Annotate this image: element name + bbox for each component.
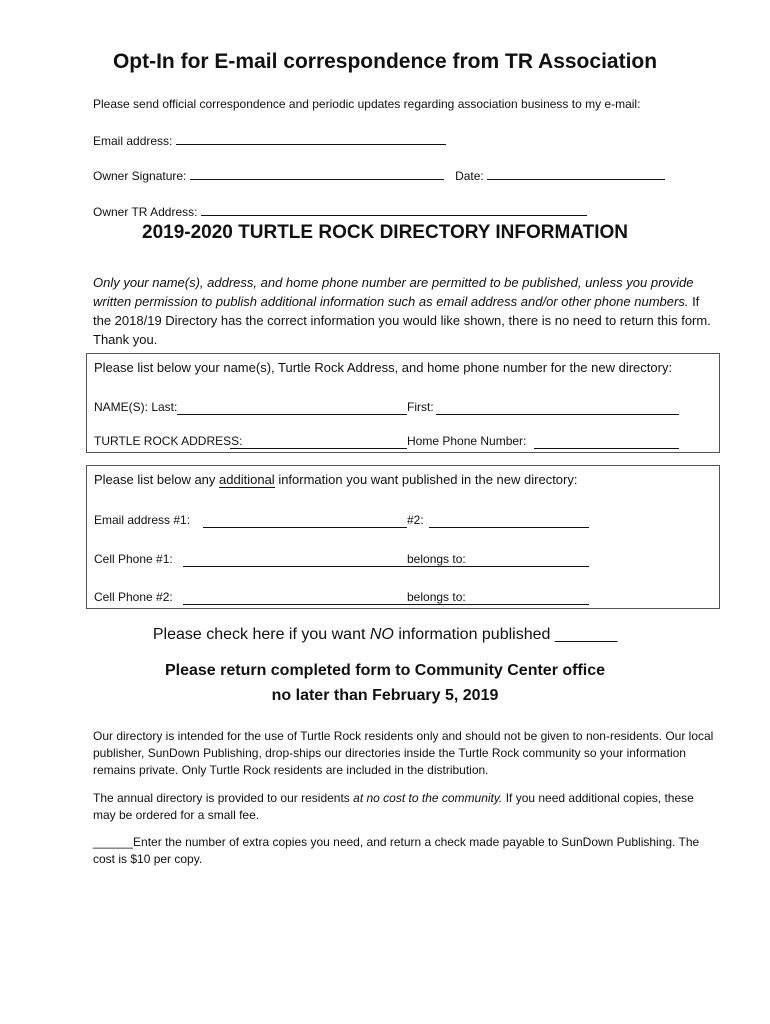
optin-title: Opt-In for E-mail correspondence from TR Association [112,50,658,73]
para2-after: If you need additional copies, these may be ordered for a small fee. [93,791,694,822]
notice-italic: Only your name(s), address, and home phone number are permitted to be published, unless you provide written permission to publish additional information such as email address and/or other phone numbers. [93,275,694,309]
no-info-before: Please check here if you want [152,626,366,643]
signature-line[interactable] [190,166,444,180]
additional-box-heading [94,472,577,488]
return-line2: no later than February 5, 2019 [271,687,499,704]
signature-label: Owner Signature: [93,169,187,183]
notice-rest: If the 2018/19 Directory has the correct information you would like shown, there is no need to return this form. Thank you. [93,294,711,347]
directory-notice [93,273,718,349]
optin-intro: Please send official correspondence and periodic updates regarding association business to my e-mail: [93,97,641,111]
name-first-label: First: [407,400,434,414]
home-phone-field[interactable] [534,435,679,449]
home-phone-label: Home Phone Number: [407,434,527,448]
name-first-field[interactable] [436,401,679,415]
return-line1: Please return completed form to Community Center office [164,662,606,679]
email2-field[interactable] [429,514,589,528]
name-last-field[interactable] [177,401,407,415]
date-label: Date: [455,169,484,183]
date-line[interactable] [487,166,665,180]
cell1-label: Cell Phone #1: [94,552,173,566]
email-line[interactable] [176,131,446,145]
tr-address-label: TURTLE ROCK ADDRESS: [94,434,243,448]
owner-address-row [93,202,587,221]
footer-para1: Our directory is intended for the use of Turtle Rock residents only and should not be given to non-residents. Our local publisher, SunDown Publishing, drop-ships our directories inside the Turtle Rock community so your information remains private. Only Turtle Rock residents are included in the distribution. [93,729,714,777]
para2-italic: at no cost to the community. [353,791,503,805]
belongs1-label: belongs to: [407,552,466,566]
heading-before: Please list below any [94,472,216,487]
names-box-heading: Please list below your name(s), Turtle Rock Address, and home phone number for the new directory: [94,360,673,375]
email1-label: Email address #1: [94,513,191,527]
cell1-field[interactable] [183,553,407,567]
owner-address-label: Owner TR Address: [93,205,198,219]
belongs2-field[interactable] [407,590,589,605]
email-label: Email address: [93,134,173,148]
heading-underlined: additional [219,472,275,487]
name-last-label: NAME(S): Last: [94,400,178,414]
signature-row [93,166,665,185]
no-info-after: information published _______ [398,626,618,643]
belongs2-label: belongs to: [407,590,466,604]
tr-address-field[interactable] [230,435,407,449]
email-row [93,131,446,150]
no-info-italic: NO [369,626,394,643]
owner-address-line[interactable] [201,202,587,216]
additional-box [86,465,720,609]
para3-text: Enter the number of extra copies you need, and return a check made payable to SunDown Publishing. The cost is $10 per copy. [93,835,700,866]
extra-copies-blank[interactable]: ______ [93,835,134,849]
cell2-label: Cell Phone #2: [94,590,173,604]
email1-field[interactable] [203,514,407,528]
footer-para2 [93,790,718,824]
directory-title: 2019-2020 TURTLE ROCK DIRECTORY INFORMATION [142,222,628,243]
names-box [86,353,720,453]
heading-after: information you want published in the new directory: [278,472,578,487]
no-info-line[interactable] [0,626,770,644]
footer-para3 [93,834,718,868]
cell2-field[interactable] [183,591,407,605]
belongs1-field[interactable] [407,552,589,567]
para2-before: The annual directory is provided to our residents [93,791,350,805]
email2-label: #2: [407,513,424,527]
